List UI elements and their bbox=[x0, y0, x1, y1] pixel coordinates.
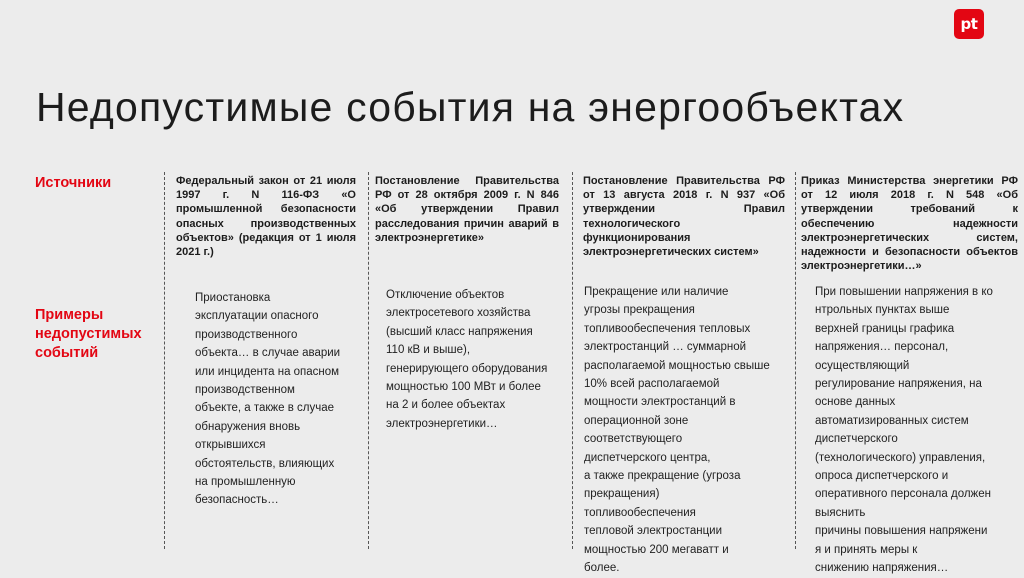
example-line: осуществляющий bbox=[815, 359, 910, 372]
example-line: обнаружения вновь bbox=[195, 420, 301, 433]
example-line: а также прекращение (угроза bbox=[584, 470, 741, 483]
example-line: топливообеспечения тепловых bbox=[584, 322, 751, 335]
example-text-col4 bbox=[815, 283, 993, 578]
sources-row-label: Источники bbox=[35, 175, 112, 191]
example-text-col2 bbox=[386, 286, 547, 433]
example-line: эксплуатации опасного bbox=[195, 310, 319, 323]
example-line: топливообеспечения bbox=[584, 506, 696, 519]
example-line: диспетчерского bbox=[815, 433, 898, 446]
example-line: электростанций … суммарной bbox=[584, 341, 747, 354]
example-line: автоматизированных систем bbox=[815, 414, 969, 427]
column-divider bbox=[368, 172, 369, 549]
example-line: безопасность… bbox=[195, 494, 279, 507]
example-line: я и принять меры к bbox=[815, 543, 918, 556]
example-line: Отключение объектов bbox=[386, 289, 505, 301]
example-text-col3 bbox=[584, 283, 770, 578]
example-line: диспетчерского центра, bbox=[584, 451, 711, 464]
example-line: оперативного персонала должен bbox=[815, 488, 991, 501]
example-line: на 2 и более объектах bbox=[386, 399, 506, 412]
brand-logo: pt bbox=[954, 9, 984, 39]
example-line: тепловой электростанции bbox=[584, 525, 722, 538]
example-line: Прекращение или наличие bbox=[584, 286, 729, 298]
example-line: нтрольных пунктах выше bbox=[815, 304, 950, 317]
example-line: на промышленную bbox=[195, 476, 296, 489]
source-order-548: Приказ Министерства энергетики РФ от 12 июля 2018 г. N 548 «Об утверждении требований к обеспечению надежности электроэнергетических систем, надежности и безопасности объектов электроэнергетики…» bbox=[801, 175, 1018, 273]
example-line: генерирующего оборудования bbox=[386, 362, 548, 375]
example-line: прекращения) bbox=[584, 488, 660, 501]
example-line: электросетевого хозяйства bbox=[386, 307, 531, 320]
example-line: производственного bbox=[195, 328, 298, 341]
example-line: выяснить bbox=[815, 506, 866, 519]
column-divider bbox=[795, 172, 796, 549]
example-line: более. bbox=[584, 562, 620, 575]
examples-row-label: Примеры недопустимых событий bbox=[35, 307, 142, 361]
example-line: Приостановка bbox=[195, 292, 271, 304]
example-line: (технологического) управления, bbox=[815, 451, 986, 464]
column-divider bbox=[572, 172, 573, 549]
example-line: основе данных bbox=[815, 396, 896, 409]
example-line: 110 кВ и выше), bbox=[386, 344, 471, 357]
example-line: мощностью 200 мегаватт и bbox=[584, 543, 729, 556]
example-line: мощностью 100 МВт и более bbox=[386, 381, 541, 394]
page-title: Недопустимые события на энергообъектах bbox=[36, 84, 905, 130]
example-line: открывшихся bbox=[195, 439, 266, 452]
example-text-col1 bbox=[195, 289, 340, 510]
example-line: опроса диспетчерского и bbox=[815, 470, 949, 483]
example-line: соответствующего bbox=[584, 433, 683, 446]
example-line: верхней границы графика bbox=[815, 322, 955, 335]
source-decree-846: Постановление Правительства РФ от 28 октября 2009 г. N 846 «Об утверждении Правил расследования причин аварий в электроэнергетике» bbox=[375, 175, 559, 244]
example-line: напряжения… персонал, bbox=[815, 341, 949, 354]
example-line: объекта… в случае аварии bbox=[195, 347, 341, 360]
example-line: операционной зоне bbox=[584, 414, 689, 427]
source-decree-937: Постановление Правительства РФ от 13 августа 2018 г. N 937 «Об утверждении Правил технологического функционирования электроэнергетических систем» bbox=[583, 175, 785, 259]
example-line: обстоятельств, влияющих bbox=[195, 457, 335, 470]
example-line: снижению напряжения… bbox=[815, 562, 949, 575]
example-line: (высший класс напряжения bbox=[386, 325, 533, 338]
example-line: угрозы прекращения bbox=[584, 304, 695, 317]
example-line: электроэнергетики… bbox=[386, 417, 498, 430]
column-divider bbox=[164, 172, 165, 549]
example-line: мощности электростанций в bbox=[584, 396, 736, 409]
example-line: располагаемой мощностью свыше bbox=[584, 359, 770, 372]
example-line: объекте, а также в случае bbox=[195, 402, 335, 415]
source-law-116: Федеральный закон от 21 июля 1997 г. N 116-ФЗ «О промышленной безопасности опасных производственных объектов» (редакция от 1 июля 2021 г.) bbox=[176, 175, 356, 259]
example-line: При повышении напряжения в ко bbox=[815, 286, 993, 298]
example-line: производственном bbox=[195, 384, 295, 397]
example-line: 10% всей располагаемой bbox=[584, 378, 720, 391]
example-line: регулирование напряжения, на bbox=[815, 378, 982, 391]
example-line: причины повышения напряжени bbox=[815, 525, 988, 538]
example-line: или инцидента на опасном bbox=[195, 365, 340, 378]
